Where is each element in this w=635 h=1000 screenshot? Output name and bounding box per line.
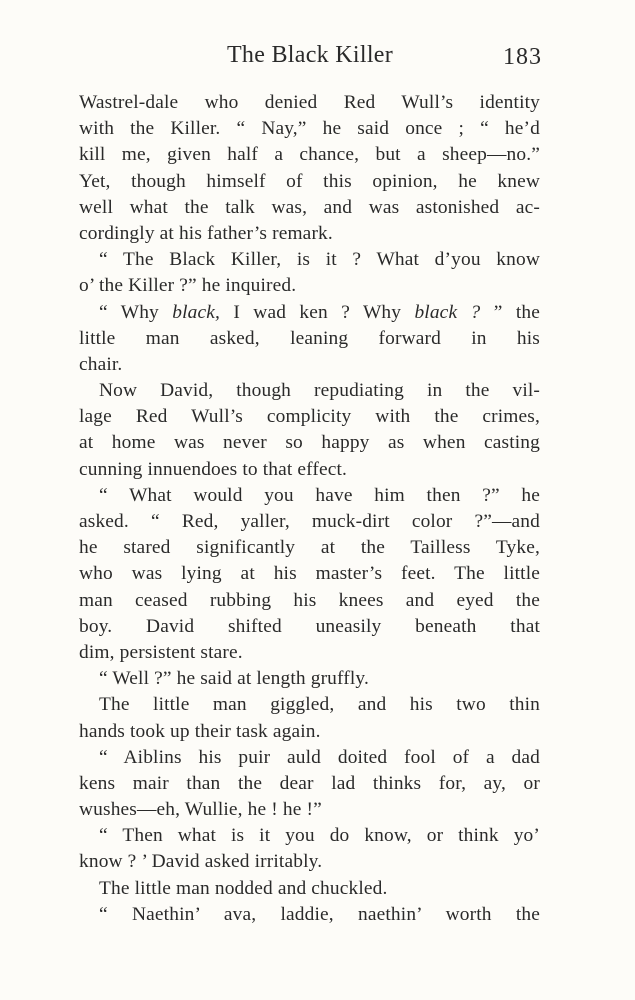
text-line: kens mair than the dear lad thinks for, ay, or — [79, 772, 540, 794]
text-fragment: ” the — [480, 301, 540, 323]
text-line: kill me, given half a chance, but a sheep—no.” — [79, 144, 540, 166]
italic-word: black ? — [414, 301, 481, 323]
text-line: “ Well ?” he said at length gruffly. — [99, 668, 370, 690]
text-fragment: “ Why — [99, 301, 173, 323]
text-line: lage Red Wull’s complicity with the crimes, — [79, 406, 540, 428]
text-line: o’ the Killer ?” he inquired. — [79, 275, 297, 297]
text-line: “ Naethin’ ava, laddie, naethin’ worth the — [99, 903, 540, 925]
text-line: little man asked, leaning forward in his — [79, 327, 540, 349]
running-head — [80, 42, 540, 76]
text-line-with-italics — [79, 300, 540, 326]
running-title: The Black Killer — [226, 42, 394, 68]
body-text — [79, 90, 540, 928]
text-line: wushes—eh, Wullie, he ! he !” — [79, 799, 322, 821]
text-line: boy. David shifted uneasily beneath that — [79, 615, 540, 637]
text-line: who was lying at his master’s feet. The little — [79, 563, 540, 585]
text-line: man ceased rubbing his knees and eyed the — [79, 589, 540, 611]
italic-word: black, — [172, 301, 220, 323]
text-line: at home was never so happy as when casting — [79, 432, 540, 454]
text-line: “ Then what is it you do know, or think yo’ — [99, 825, 540, 847]
text-line: know ? ’ David asked irritably. — [79, 851, 323, 873]
text-line: “ Aiblins his puir auld doited fool of a dad — [99, 746, 540, 768]
text-line: Yet, though himself of this opinion, he knew — [79, 170, 540, 192]
page-number: 183 — [503, 44, 542, 70]
text-fragment: I wad ken ? Why — [220, 301, 415, 323]
text-line: chair. — [79, 353, 123, 375]
text-line: dim, persistent stare. — [79, 641, 243, 663]
text-line: The little man nodded and chuckled. — [99, 877, 388, 899]
text-line: hands took up their task again. — [79, 720, 321, 742]
text-line: he stared significantly at the Tailless Tyke, — [79, 537, 540, 559]
text-line: “ The Black Killer, is it ? What d’you know — [99, 249, 540, 271]
text-line: The little man giggled, and his two thin — [99, 694, 540, 716]
text-line: Wastrel-dale who denied Red Wull’s identity — [79, 92, 540, 113]
text-line: Now David, though repudiating in the vil- — [99, 380, 540, 402]
text-line: “ What would you have him then ?” he — [99, 484, 540, 506]
text-line: asked. “ Red, yaller, muck-dirt color ?”—and — [79, 511, 540, 532]
text-line: well what the talk was, and was astonished ac- — [79, 196, 540, 218]
text-line: cordingly at his father’s remark. — [79, 222, 333, 244]
text-line: cunning innuendoes to that effect. — [79, 458, 348, 480]
text-line: with the Killer. “ Nay,” he said once ; “ he’d — [79, 118, 540, 140]
